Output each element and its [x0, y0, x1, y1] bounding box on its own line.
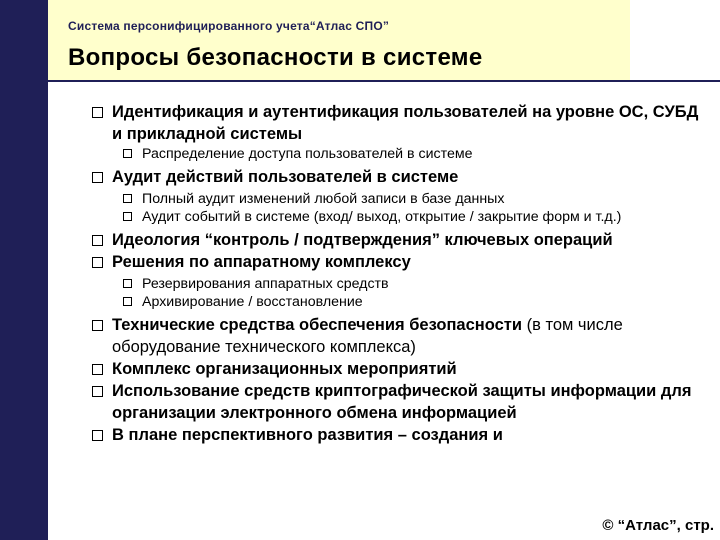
item-text-note: (в том числе оборудование технического комплекса) [112, 316, 623, 356]
system-name: Система персонифицированного учета“Атлас СПО” [68, 19, 390, 33]
item-text: Идеология “контроль / подтверждения” ключевых операций [112, 231, 613, 249]
list-item [90, 101, 710, 145]
list-item [90, 166, 710, 188]
checkbox-bullet-icon [92, 430, 103, 441]
checkbox-bullet-icon [92, 235, 103, 246]
checkbox-bullet-icon [92, 386, 103, 397]
checkbox-bullet-icon [92, 364, 103, 375]
item-text: Решения по аппаратному комплексу [112, 253, 411, 271]
list-subitem [90, 145, 710, 163]
item-text: Аудит событий в системе (вход/ выход, открытие / закрытие форм и т.д.) [142, 209, 622, 225]
checkbox-bullet-icon [92, 107, 103, 118]
item-text: Распределение доступа пользователей в системе [142, 146, 473, 162]
list-item [90, 380, 710, 424]
item-text: Архивирование / восстановление [142, 294, 363, 310]
checkbox-bullet-icon [92, 257, 103, 268]
list-subitem [90, 208, 710, 226]
footer-copyright: © “Атлас”, стр. [598, 516, 720, 536]
checkbox-bullet-icon [123, 297, 132, 306]
item-text: Комплекс организационных мероприятий [112, 360, 457, 378]
header-divider [48, 80, 720, 82]
item-text: Использование средств криптографической защиты информации для организации электронного обмена информацией [112, 382, 692, 422]
checkbox-bullet-icon [123, 279, 132, 288]
list-subitem [90, 275, 710, 293]
list-subitem [90, 293, 710, 311]
list-item [90, 424, 710, 446]
list-subitem [90, 190, 710, 208]
item-text: Технические средства обеспечения безопасности [112, 316, 523, 334]
list-item [90, 251, 710, 273]
list-item [90, 314, 710, 358]
item-text: В плане перспективного развития – создания и [112, 426, 503, 444]
checkbox-bullet-icon [123, 194, 132, 203]
item-text: Резервирования аппаратных средств [142, 276, 389, 292]
item-text: Идентификация и аутентификация пользователей на уровне ОС, СУБД и прикладной системы [112, 103, 699, 143]
checkbox-bullet-icon [92, 320, 103, 331]
item-text: Аудит действий пользователей в системе [112, 168, 459, 186]
side-bar [0, 0, 48, 540]
checkbox-bullet-icon [92, 172, 103, 183]
list-item [90, 229, 710, 251]
checkbox-bullet-icon [123, 212, 132, 221]
page-title: Вопросы безопасности в системе [68, 44, 483, 71]
list-item [90, 358, 710, 380]
checkbox-bullet-icon [123, 149, 132, 158]
content-list [90, 101, 710, 446]
item-text: Полный аудит изменений любой записи в базе данных [142, 191, 505, 207]
